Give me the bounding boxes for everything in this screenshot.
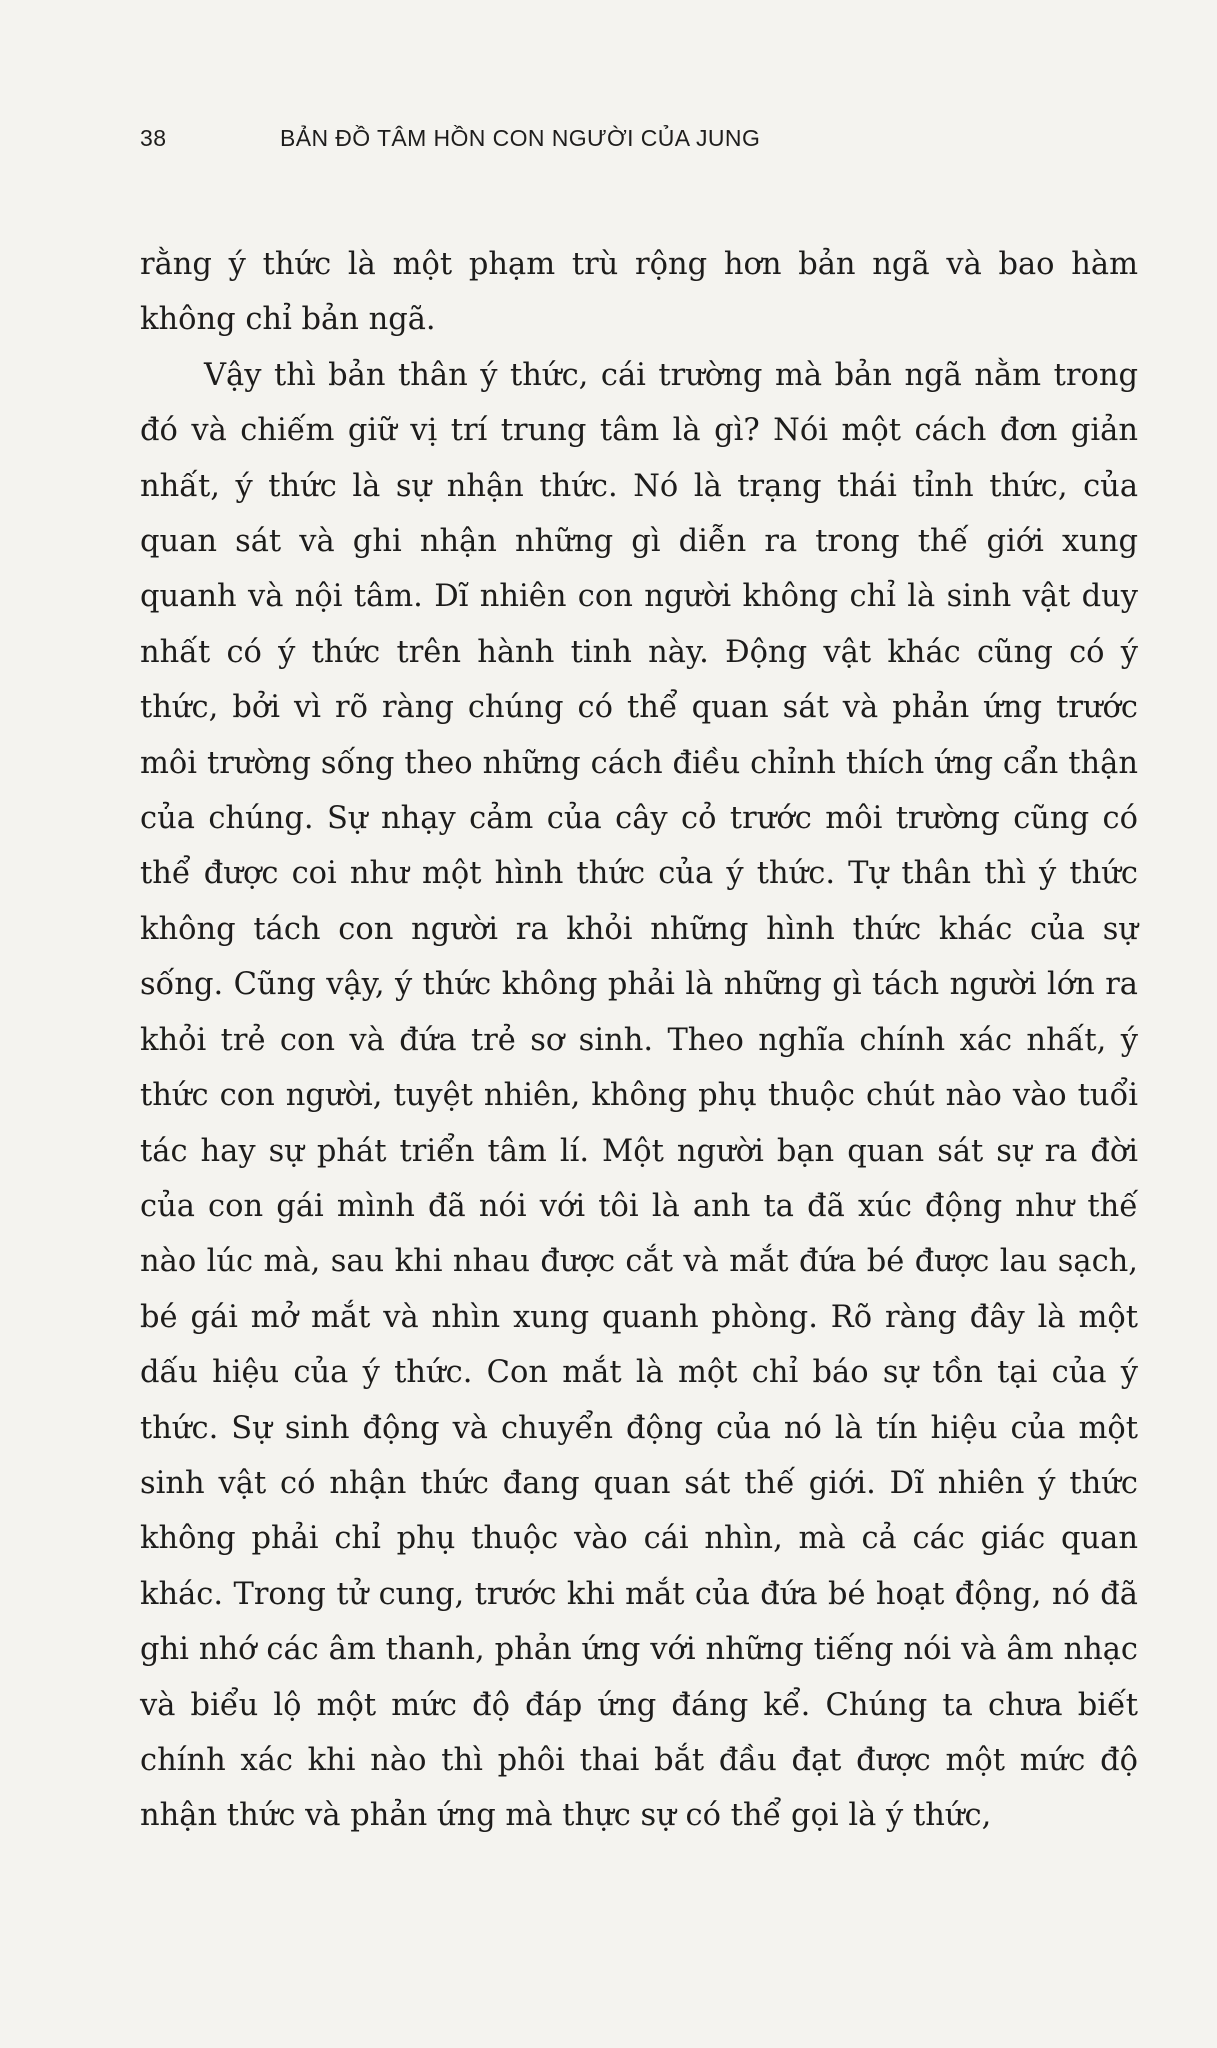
paragraph: Vậy thì bản thân ý thức, cái trường mà bản ngã nằm trong đó và chiếm giữ vị trí trung tâm là gì? Nói một cách đơn giản nhất, ý thức là sự nhận thức. Nó là trạng thái tỉnh thức, của quan sát và ghi nhận những gì diễn ra trong thế giới xung quanh và nội tâm. Dĩ nhiên con người không chỉ là sinh vật duy nhất có ý thức trên hành tinh này. Động vật khác cũng có ý thức, bởi vì rõ ràng chúng có thể quan sát và phản ứng trước môi trường sống theo những cách điều chỉnh thích ứng cẩn thận của chúng. Sự nhạy cảm của cây cỏ trước môi trường cũng có thể được coi như một hình thức của ý thức. Tự thân thì ý thức không tách con người ra khỏi những hình thức khác của sự sống. Cũng vậy, ý thức không phải là những gì tách người lớn ra khỏi trẻ con và đứa trẻ sơ sinh. Theo nghĩa chính xác nhất, ý thức con người, tuyệt nhiên, không phụ thuộc chút nào vào tuổi tác hay sự phát triển tâm lí. Một người bạn quan sát sự ra đời của con gái mình đã nói với tôi là anh ta đã xúc động như thế nào lúc mà, sau khi nhau được cắt và mắt đứa bé được lau sạch, bé gái mở mắt và nhìn xung quanh phòng. Rõ ràng đây là một dấu hiệu của ý thức. Con mắt là một chỉ báo sự tồn tại của ý thức. Sự sinh động và chuyển động của nó là tín hiệu của một sinh vật có nhận thức đang quan sát thế giới. Dĩ nhiên ý thức không phải chỉ phụ thuộc vào cái nhìn, mà cả các giác quan khác. Trong tử cung, trước khi mắt của đứa bé hoạt động, nó đã ghi nhớ các âm thanh, phản ứng với những tiếng nói và âm nhạc và biểu lộ một mức độ đáp ứng đáng kể. Chúng ta chưa biết chính xác khi nào thì phôi thai bắt đầu đạt được một mức độ nhận thức và phản ứng mà thực sự có thể gọi là ý thức, (140, 357, 1138, 1834)
running-title: BẢN ĐỒ TÂM HỒN CON NGƯỜI CỦA JUNG (280, 125, 761, 151)
body-text (140, 237, 1138, 1844)
running-header (140, 125, 1100, 165)
paragraph-continuation: rằng ý thức là một phạm trù rộng hơn bản ngã và bao hàm không chỉ bản ngã. (140, 247, 1138, 338)
page-number: 38 (140, 125, 167, 151)
